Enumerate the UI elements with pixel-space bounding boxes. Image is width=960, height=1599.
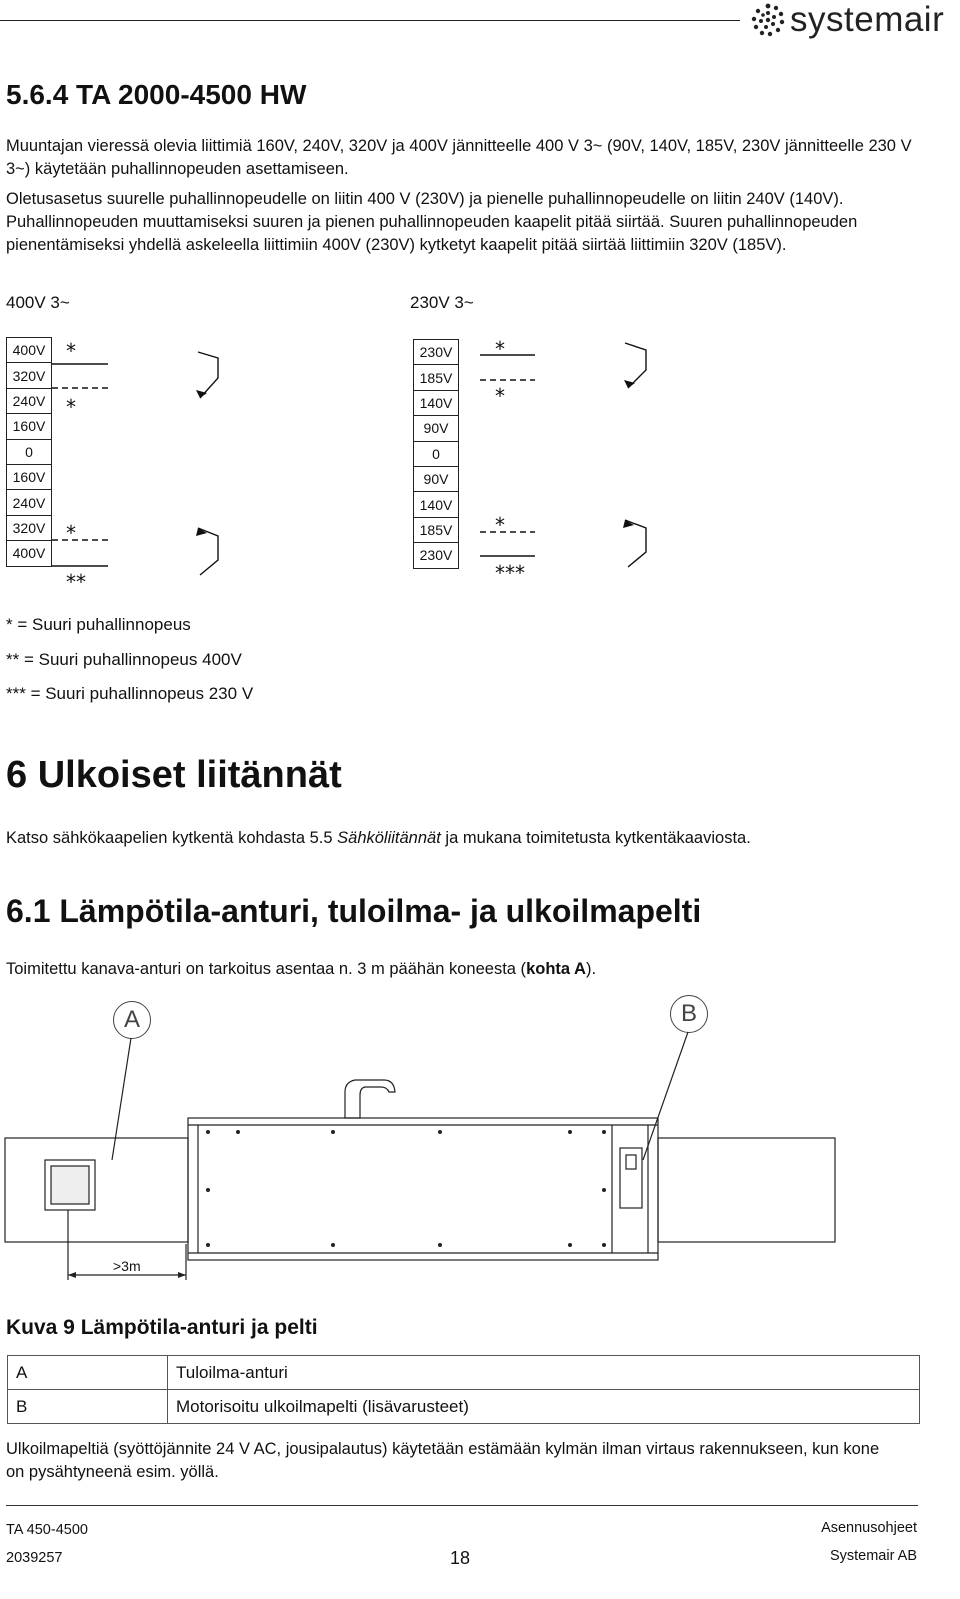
terminal-label: 185V bbox=[414, 517, 459, 542]
text: Toimitettu kanava-anturi on tarkoitus asentaa n. 3 m päähän koneesta ( bbox=[6, 960, 527, 978]
marker-star: * bbox=[495, 337, 505, 361]
systemair-logo-icon bbox=[750, 2, 786, 38]
terminal-label: 160V bbox=[7, 414, 52, 439]
figure-caption: Kuva 9 Lämpötila-anturi ja pelti bbox=[6, 1316, 318, 1339]
header-rule bbox=[0, 20, 740, 21]
table-row bbox=[8, 1390, 920, 1424]
legend-line: *** = Suuri puhallinnopeus 230 V bbox=[6, 684, 254, 703]
terminal-label: 320V bbox=[7, 363, 52, 388]
footer-model: TA 450-4500 bbox=[6, 1522, 88, 1538]
text: ). bbox=[585, 960, 597, 978]
marker-star: * bbox=[495, 384, 505, 408]
text-bold: kohta A bbox=[526, 960, 586, 978]
paragraph bbox=[6, 827, 931, 850]
marker-star: * bbox=[495, 513, 505, 537]
legend-line: * = Suuri puhallinnopeus bbox=[6, 615, 191, 634]
terminal-label: 160V bbox=[7, 464, 52, 489]
terminal-label: 185V bbox=[414, 365, 459, 390]
section-title: 6.1 Lämpötila-anturi, tuloilma- ja ulkoilmapelti bbox=[6, 893, 702, 929]
parts-table bbox=[7, 1355, 920, 1424]
label-b: B bbox=[670, 995, 708, 1033]
terminal-label: 230V bbox=[414, 340, 459, 365]
table-cell-key: B bbox=[8, 1390, 168, 1424]
paragraph: Ulkoilmapeltiä (syöttöjännite 24 V AC, jousipalautus) käytetään estämään kylmän ilman virtaus rakennukseen, kun kone on pysähtyneenä esim. yöllä. bbox=[6, 1440, 880, 1481]
footer-doc-type: Asennusohjeet bbox=[821, 1520, 917, 1536]
footer-company: Systemair AB bbox=[829, 1548, 917, 1564]
marker-star: * bbox=[66, 521, 76, 545]
table-row bbox=[8, 1356, 920, 1390]
label-a: A bbox=[113, 1001, 151, 1039]
distance-label: >3m bbox=[113, 1258, 141, 1274]
terminal-label: 400V bbox=[7, 338, 52, 363]
wiring-diagram bbox=[0, 330, 700, 600]
paragraph: Muuntajan vieressä olevia liittimiä 160V, 240V, 320V ja 400V jännitteelle 400 V 3~ (90V, 140V, 185V, 230V jännitteelle 230 V 3~) käytetään puhallinnopeuden asettamiseen. bbox=[6, 137, 912, 178]
terminal-label: 240V bbox=[7, 388, 52, 413]
text: ja mukana toimitetusta kytkentäkaaviosta. bbox=[440, 829, 751, 847]
paragraph bbox=[6, 958, 931, 981]
terminal-label: 0 bbox=[414, 441, 459, 466]
footer-doc-number: 2039257 bbox=[6, 1550, 63, 1566]
marker-star: * bbox=[66, 339, 76, 363]
table-cell-value: Motorisoitu ulkoilmapelti (lisävarusteet) bbox=[168, 1390, 920, 1424]
table-cell-value: Tuloilma-anturi bbox=[168, 1356, 920, 1390]
text: Katso sähkökaapelien kytkentä kohdasta 5.5 bbox=[6, 829, 338, 847]
brand-wordmark: systemair bbox=[790, 0, 945, 39]
table-cell-key: A bbox=[8, 1356, 168, 1390]
duct-figure bbox=[0, 1030, 900, 1280]
footer-rule bbox=[6, 1505, 918, 1506]
legend-line: ** = Suuri puhallinnopeus 400V bbox=[6, 650, 242, 669]
diagram-title-230v: 230V 3~ bbox=[410, 293, 474, 312]
section-title: 5.6.4 TA 2000-4500 HW bbox=[6, 79, 307, 110]
terminal-label: 240V bbox=[7, 490, 52, 515]
terminal-label: 140V bbox=[414, 390, 459, 415]
terminal-label: 90V bbox=[414, 466, 459, 491]
terminal-label: 90V bbox=[414, 416, 459, 441]
section-title: 6 Ulkoiset liitännät bbox=[6, 754, 342, 796]
marker-double-star: ** bbox=[66, 570, 86, 594]
marker-triple-star: *** bbox=[495, 561, 525, 585]
terminal-label: 320V bbox=[7, 515, 52, 540]
diagram-title-400v: 400V 3~ bbox=[6, 293, 70, 312]
marker-star: * bbox=[66, 395, 76, 419]
terminal-label: 140V bbox=[414, 492, 459, 517]
page-number: 18 bbox=[450, 1548, 471, 1568]
link-reference: Sähköliitännät bbox=[337, 829, 441, 847]
paragraph: Oletusasetus suurelle puhallinnopeudelle on liitin 400 V (230V) ja pienelle puhallinnopeudelle on liitin 240V (140V). Puhallinnopeuden muuttamiseksi suuren ja pienen puhallinnopeuden kaapelit pitää siirtää. Suuren puhallinnopeuden pienentämiseksi yhdellä askeleella liittimiin 400V (230V) kytketyt kaapelit pitää siirtää liittimiin 320V (185V). bbox=[6, 190, 858, 254]
terminal-label: 230V bbox=[414, 543, 459, 568]
terminal-label: 400V bbox=[7, 541, 52, 566]
terminal-label: 0 bbox=[7, 439, 52, 464]
